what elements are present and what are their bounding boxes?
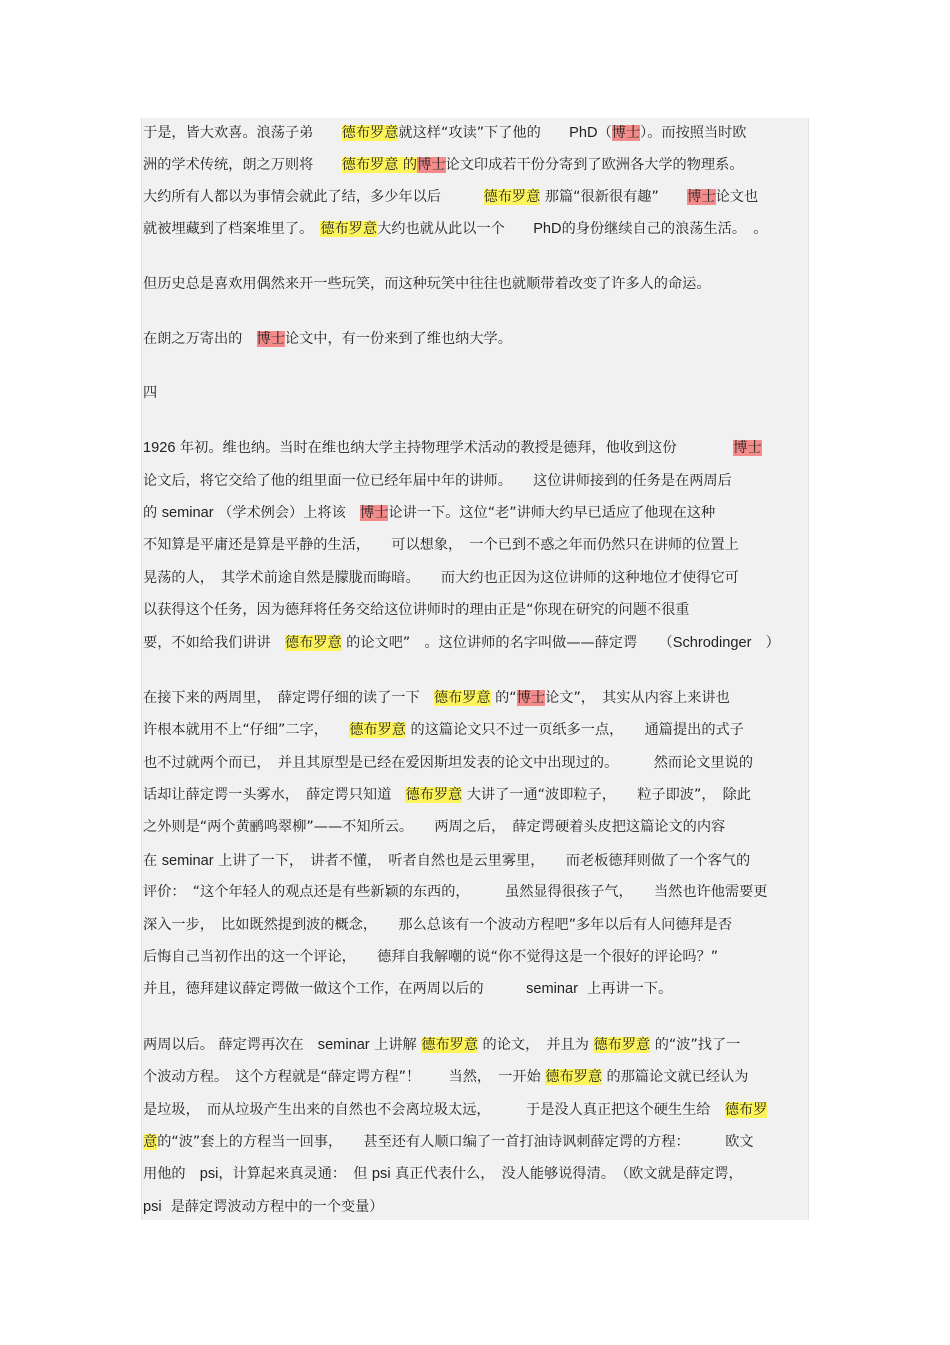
text-line — [143, 628, 780, 658]
text-run: 的论文， 并且为 — [478, 1037, 594, 1053]
text-run: 在 — [143, 853, 162, 869]
highlight-yellow: 德布罗意 — [433, 690, 491, 706]
text-run: 之外则是“两个黄鹂鸣翠柳”——不知所云。 两周之后， 薛定谔硬着头皮把这篇论文的内容 — [143, 819, 726, 835]
text-run: 论文”， 其实从内容上来讲也 — [545, 690, 730, 706]
text-run: PhD — [533, 221, 562, 237]
text-run: seminar — [526, 981, 578, 997]
text-run: 那篇“很新很有趣” — [540, 189, 688, 205]
text-run: 论文后，将它交给了他的组里面一位已经年届中年的讲师。 这位讲师接到的任务是在两周后 — [143, 473, 732, 489]
highlight-yellow: 德布罗意 — [341, 125, 399, 141]
text-line — [143, 530, 739, 560]
text-line — [143, 498, 715, 528]
text-run: 的“波”找了一 — [650, 1037, 741, 1053]
text-run: 四 — [143, 385, 158, 401]
text-line — [143, 378, 157, 408]
highlight-yellow: 德布罗意 — [545, 1069, 603, 1085]
text-line — [143, 595, 689, 625]
text-run: 的身份继续自己的浪荡生活。 。 — [561, 221, 768, 237]
highlight-red: 博士 — [360, 505, 389, 521]
highlight-yellow: 德布罗 — [724, 1102, 768, 1118]
text-line — [143, 715, 744, 745]
highlight-red: 博士 — [687, 189, 716, 205]
highlight-red: 博士 — [417, 157, 446, 173]
text-line — [143, 910, 732, 940]
text-line — [143, 324, 512, 354]
text-line — [143, 974, 672, 1004]
text-run: psi — [371, 1166, 391, 1182]
text-run: 论文也 — [715, 189, 759, 205]
text-run: 上再讲一下。 — [577, 981, 673, 997]
highlight-yellow: 德布罗意 — [421, 1037, 479, 1053]
text-run: 在朗之万寄出的 — [143, 331, 257, 347]
text-run: Schrodinger — [672, 635, 752, 651]
text-run: 不知算是平庸还是算是平静的生活， 可以想象， 一个已到不惑之年而仍然只在讲师的位置上 — [143, 537, 739, 553]
text-line — [143, 214, 767, 244]
text-line — [143, 683, 730, 713]
text-run: 论讲一下。这位“老”讲师大约早已适应了他现在这种 — [388, 505, 716, 521]
text-run: 两周以后。 薛定谔再次在 — [143, 1037, 318, 1053]
text-line — [143, 150, 743, 180]
text-run: 后悔自己当初作出的这一个评论， 德拜自我解嘲的说“你不觉得这是一个很好的评论吗？” — [143, 949, 719, 965]
highlight-yellow: 德布罗意 — [349, 722, 406, 738]
text-run: 深入一步， 比如既然提到波的概念， 那么总该有一个波动方程吧”多年以后有人问德拜是否 — [143, 917, 733, 933]
text-run: 是垃圾， 而从垃圾产生出来的自然也不会离垃圾太远， 于是没人真正把这个硬生生给 — [143, 1102, 725, 1118]
highlight-yellow: 德布罗意 — [405, 787, 463, 803]
text-run: 的那篇论文就已经认为 — [602, 1069, 749, 1085]
text-run: 但历史总是喜欢用偶然来开一些玩笑，而这种玩笑中往往也就顺带着改变了许多人的命运。 — [143, 276, 711, 292]
text-run: seminar — [161, 853, 214, 869]
text-line — [143, 942, 718, 972]
highlight-yellow: 德布罗意 — [483, 189, 541, 205]
text-line — [143, 1030, 740, 1060]
text-run: PhD — [569, 125, 598, 141]
text-run: 晃荡的人， 其学术前途自然是朦胧而晦暗。 而大约也正因为这位讲师的这种地位才使得它可 — [143, 570, 739, 586]
text-line — [143, 812, 725, 842]
text-run: 的 — [143, 505, 162, 521]
text-run: 许根本就用不上“仔细”二字， — [143, 722, 350, 738]
text-line — [143, 269, 711, 299]
text-line — [143, 1159, 743, 1189]
text-run: 大约所有人都以为事情会就此了结，多少年以后 — [143, 189, 484, 205]
highlight-yellow: 的 — [398, 157, 418, 173]
text-line — [143, 748, 753, 778]
text-run: 个波动方程。 这个方程就是“薛定谔方程”！ 当然， 一开始 — [143, 1069, 546, 1085]
highlight-red: 博士 — [733, 440, 762, 456]
text-run: 也不过就两个而已， 并且其原型是已经在爱因斯坦发表的论文中出现过的。 然而论文里说的 — [143, 755, 754, 771]
text-line — [143, 1192, 384, 1222]
text-run: 是薛定谔波动方程中的一个变量） — [161, 1199, 384, 1215]
text-run: 的论文吧” 。这位讲师的名字叫做——薛定谔 （ — [341, 635, 673, 651]
text-run: seminar — [317, 1037, 370, 1053]
text-run: 于是，皆大欢喜。浪荡子弟 — [143, 125, 342, 141]
text-run: 话却让薛定谔一头雾水， 薛定谔只知道 — [143, 787, 406, 803]
text-line — [143, 563, 739, 593]
text-run: 并且，德拜建议薛定谔做一做这个工作，在两周以后的 — [143, 981, 527, 997]
text-line — [143, 1127, 754, 1157]
text-run: 论文印成若干份分寄到了欧洲各大学的物理系。 — [445, 157, 744, 173]
text-line — [143, 433, 762, 463]
text-run: 就被埋藏到了档案堆里了。 — [143, 221, 321, 237]
text-line — [143, 780, 751, 810]
text-line — [143, 182, 758, 212]
text-line — [143, 1095, 767, 1125]
text-line — [143, 466, 732, 496]
text-run: 上讲了一下， 讲者不懂， 听者自然也是云里雾里， 而老板德拜则做了一个客气的 — [213, 853, 751, 869]
text-run: seminar — [161, 505, 214, 521]
text-line — [143, 846, 750, 876]
text-line — [143, 877, 768, 907]
text-run: 在接下来的两周里， 薛定谔仔细的读了一下 — [143, 690, 434, 706]
text-run: 的这篇论文只不过一页纸多一点， 通篇提出的式子 — [406, 722, 744, 738]
text-run: ，计算起来真灵通： 但 — [218, 1166, 372, 1182]
text-run: （ — [597, 125, 612, 141]
text-run: 1926 — [143, 440, 176, 456]
text-run: 评价： “这个年轻人的观点还是有些新颖的东西的， 虽然显得很孩子气， 当然也许他需要更 — [143, 884, 768, 900]
text-run: ）。而按照当时欧 — [640, 125, 747, 141]
highlight-red: 博士 — [611, 125, 641, 141]
text-run: 大讲了一通“波即粒子， 粒子即波”， 除此 — [462, 787, 751, 803]
text-run: psi — [199, 1166, 219, 1182]
highlight-red: 博士 — [256, 331, 285, 347]
text-run: ） — [751, 635, 780, 651]
highlight-red: 博士 — [516, 690, 546, 706]
text-run: psi — [143, 1199, 162, 1215]
text-run: 年初。维也纳。当时在维也纳大学主持物理学术活动的教授是德拜，他收到这份 — [175, 440, 734, 456]
text-run: 的“ — [490, 690, 517, 706]
text-run: 用他的 — [143, 1166, 200, 1182]
text-run: 就这样“攻读”下了他的 — [398, 125, 570, 141]
text-run: 大约也就从此以一个 — [377, 221, 534, 237]
text-run: 论文中，有一份来到了维也纳大学。 — [284, 331, 512, 347]
highlight-yellow: 德布罗意 — [593, 1037, 651, 1053]
highlight-yellow: 德布罗意 — [320, 221, 378, 237]
highlight-yellow: 德布罗意 — [284, 635, 342, 651]
text-run: 要，不如给我们讲讲 — [143, 635, 285, 651]
text-run: （学术例会）上将该 — [213, 505, 360, 521]
text-run: 洲的学术传统，朗之万则将 — [143, 157, 342, 173]
text-line — [143, 1062, 748, 1092]
highlight-yellow: 意 — [143, 1134, 158, 1150]
text-run: 以获得这个任务，因为德拜将任务交给这位讲师时的理由正是“你现在研究的问题不很重 — [143, 602, 690, 618]
text-run: 的“波”套上的方程当一回事， 甚至还有人顺口编了一首打油诗讽刺薛定谔的方程： 欧文 — [157, 1134, 754, 1150]
text-line — [143, 118, 747, 148]
text-run: 真正代表什么， 没人能够说得清。 （欧文就是薛定谔， — [390, 1166, 743, 1182]
highlight-yellow: 德布罗意 — [341, 157, 399, 173]
text-run: 上讲解 — [369, 1037, 422, 1053]
